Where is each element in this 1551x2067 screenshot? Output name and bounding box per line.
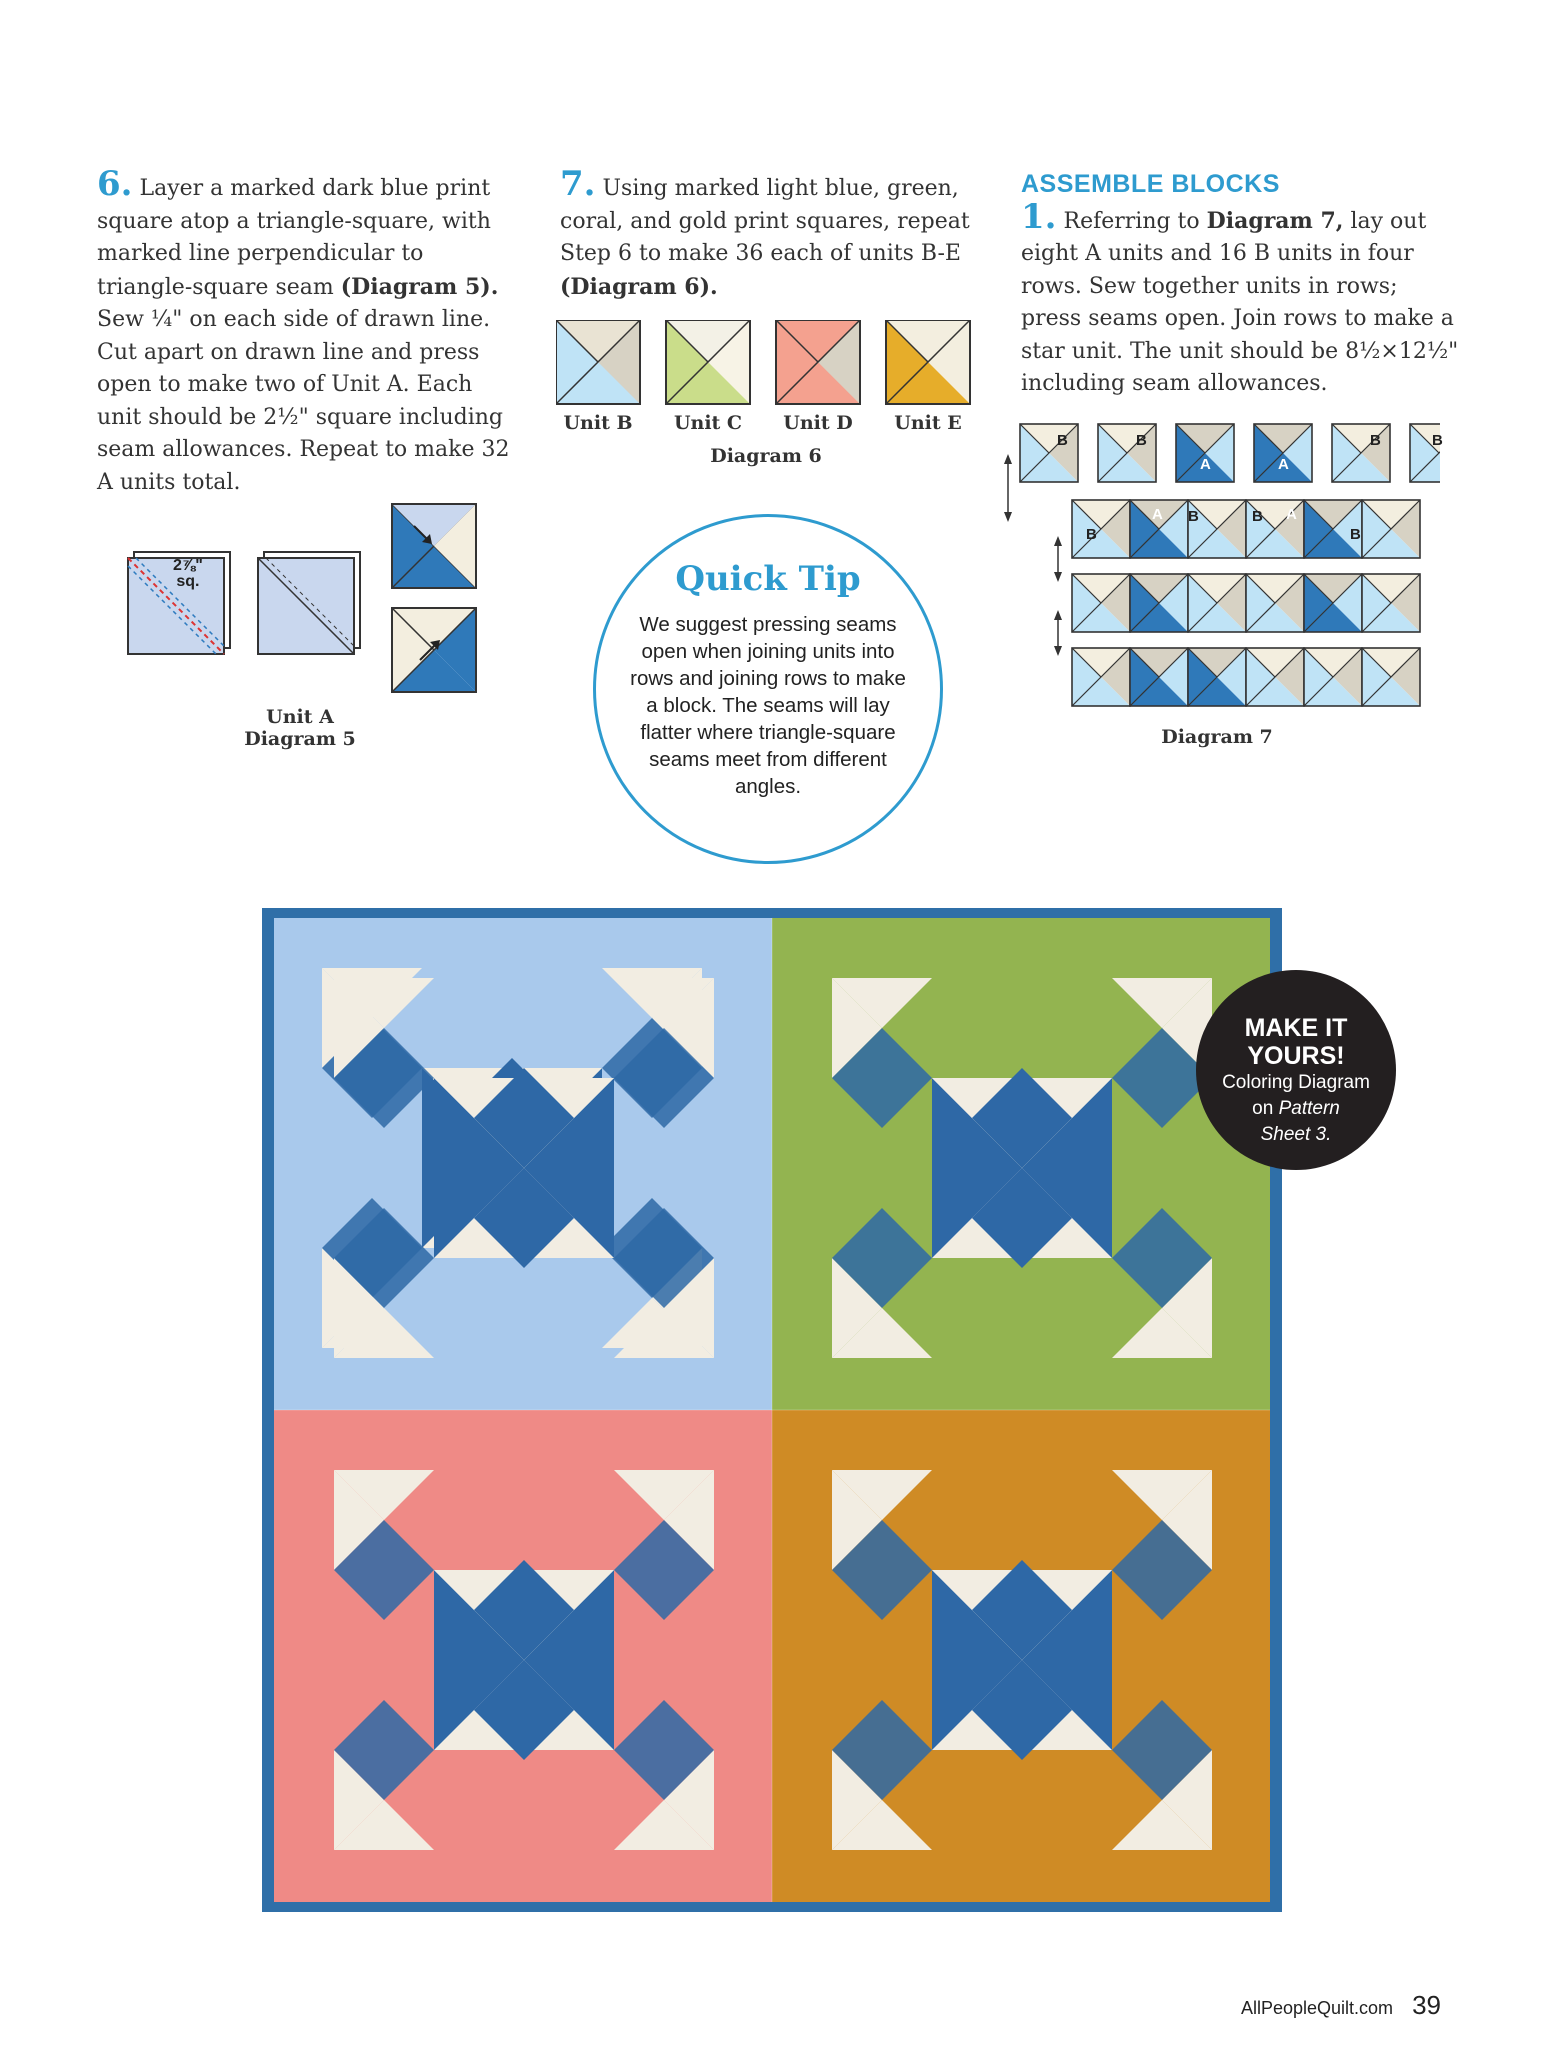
step-6-text-a: Layer a marked dark blue print square atop a triangle-square, with marked line perpendicular to triangle-square seam bbox=[97, 176, 491, 300]
d7-label: A bbox=[1200, 456, 1211, 473]
size-unit: sq. bbox=[176, 573, 200, 590]
quick-tip-title: Quick Tip bbox=[675, 559, 861, 599]
unit-c-square bbox=[666, 320, 750, 404]
quick-tip bbox=[593, 514, 943, 864]
badge-title-2: YOURS! bbox=[1247, 1042, 1345, 1070]
badge-line-2 bbox=[1196, 1096, 1396, 1122]
page-number: 39 bbox=[1412, 1990, 1441, 2020]
diagram-5-caption bbox=[230, 706, 370, 750]
d7-label: A bbox=[1152, 506, 1163, 523]
d7-label: B bbox=[1188, 508, 1199, 525]
quick-tip-body: We suggest pressing seams open when joining units into rows and joining rows to make a block. The seams will lay flatter where triangle-square seams meet from different angles. bbox=[630, 613, 906, 798]
d7-label: B bbox=[1086, 526, 1097, 543]
unit-b-label: Unit B bbox=[563, 412, 633, 434]
diagram-7-labels bbox=[1000, 418, 1443, 718]
unit-d-square bbox=[776, 320, 860, 404]
step-7-ref: (Diagram 6). bbox=[560, 273, 718, 300]
unit-a-label: Unit A bbox=[266, 706, 334, 728]
size-value: 2⅞" bbox=[173, 557, 203, 574]
unit-d-label: Unit D bbox=[783, 412, 853, 434]
d7-label: B bbox=[1432, 432, 1443, 449]
unit-e-square bbox=[886, 320, 970, 404]
diagram-6-drawing bbox=[556, 320, 976, 410]
d7-label: B bbox=[1350, 526, 1361, 543]
badge-title-1: MAKE IT bbox=[1244, 1014, 1348, 1042]
assemble-heading: ASSEMBLE BLOCKS bbox=[1021, 170, 1280, 198]
d7-label: B bbox=[1370, 432, 1381, 449]
badge-line-2b: Pattern bbox=[1278, 1098, 1340, 1119]
diagram-5-drawing bbox=[120, 500, 490, 710]
step-6-number: 6. bbox=[97, 164, 133, 204]
d7-label: B bbox=[1136, 432, 1147, 449]
unit-c-label: Unit C bbox=[673, 412, 743, 434]
step-7 bbox=[560, 164, 980, 304]
d7-label: A bbox=[1286, 506, 1297, 523]
diagram-6-caption: Diagram 6 bbox=[710, 445, 822, 467]
assemble-ref: Diagram 7, bbox=[1206, 207, 1344, 234]
assemble-text-b: lay out eight A units and 16 B units in four rows. Sew together units in rows; press seams open. Join rows to make a star unit. The unit should be 8½×12½" including seam allowances. bbox=[1021, 208, 1459, 396]
diagram-7-caption: Diagram 7 bbox=[1161, 726, 1273, 748]
badge-line-2a: on bbox=[1252, 1098, 1279, 1119]
quilt-photo bbox=[262, 908, 1282, 1912]
step-6-text-b: Sew ¼" on each side of drawn line. Cut apart on drawn line and press open to make two of Unit A. Each unit should be 2½" square including seam allowances. Repeat to make 32 A units total. bbox=[97, 307, 510, 495]
step-7-text-a: Using marked light blue, green, coral, and gold print squares, repeat Step 6 to make 36 each of units B-E bbox=[560, 176, 970, 266]
make-it-yours-badge bbox=[1196, 970, 1396, 1170]
page-footer bbox=[1241, 1990, 1441, 2021]
unit-b-square bbox=[556, 320, 640, 404]
footer-site: AllPeopleQuilt.com bbox=[1240, 1998, 1394, 2018]
badge-line-3-text: Sheet 3. bbox=[1260, 1124, 1332, 1145]
d7-label: B bbox=[1057, 432, 1068, 449]
unit-e-label: Unit E bbox=[894, 412, 962, 434]
step-7-number: 7. bbox=[560, 164, 596, 204]
diagram-5-size-label bbox=[173, 558, 203, 590]
badge-line-3 bbox=[1196, 1122, 1396, 1148]
assemble-blocks bbox=[1021, 168, 1461, 401]
diagram-5-title: Diagram 5 bbox=[244, 728, 356, 750]
badge-line-1: Coloring Diagram bbox=[1222, 1072, 1370, 1093]
assemble-step-number: 1. bbox=[1021, 196, 1057, 237]
d7-label: A bbox=[1278, 456, 1289, 473]
step-6-ref: (Diagram 5). bbox=[340, 273, 499, 300]
d7-label: B bbox=[1252, 508, 1263, 525]
assemble-text-a: Referring to bbox=[1063, 208, 1207, 234]
step-6 bbox=[97, 164, 512, 499]
